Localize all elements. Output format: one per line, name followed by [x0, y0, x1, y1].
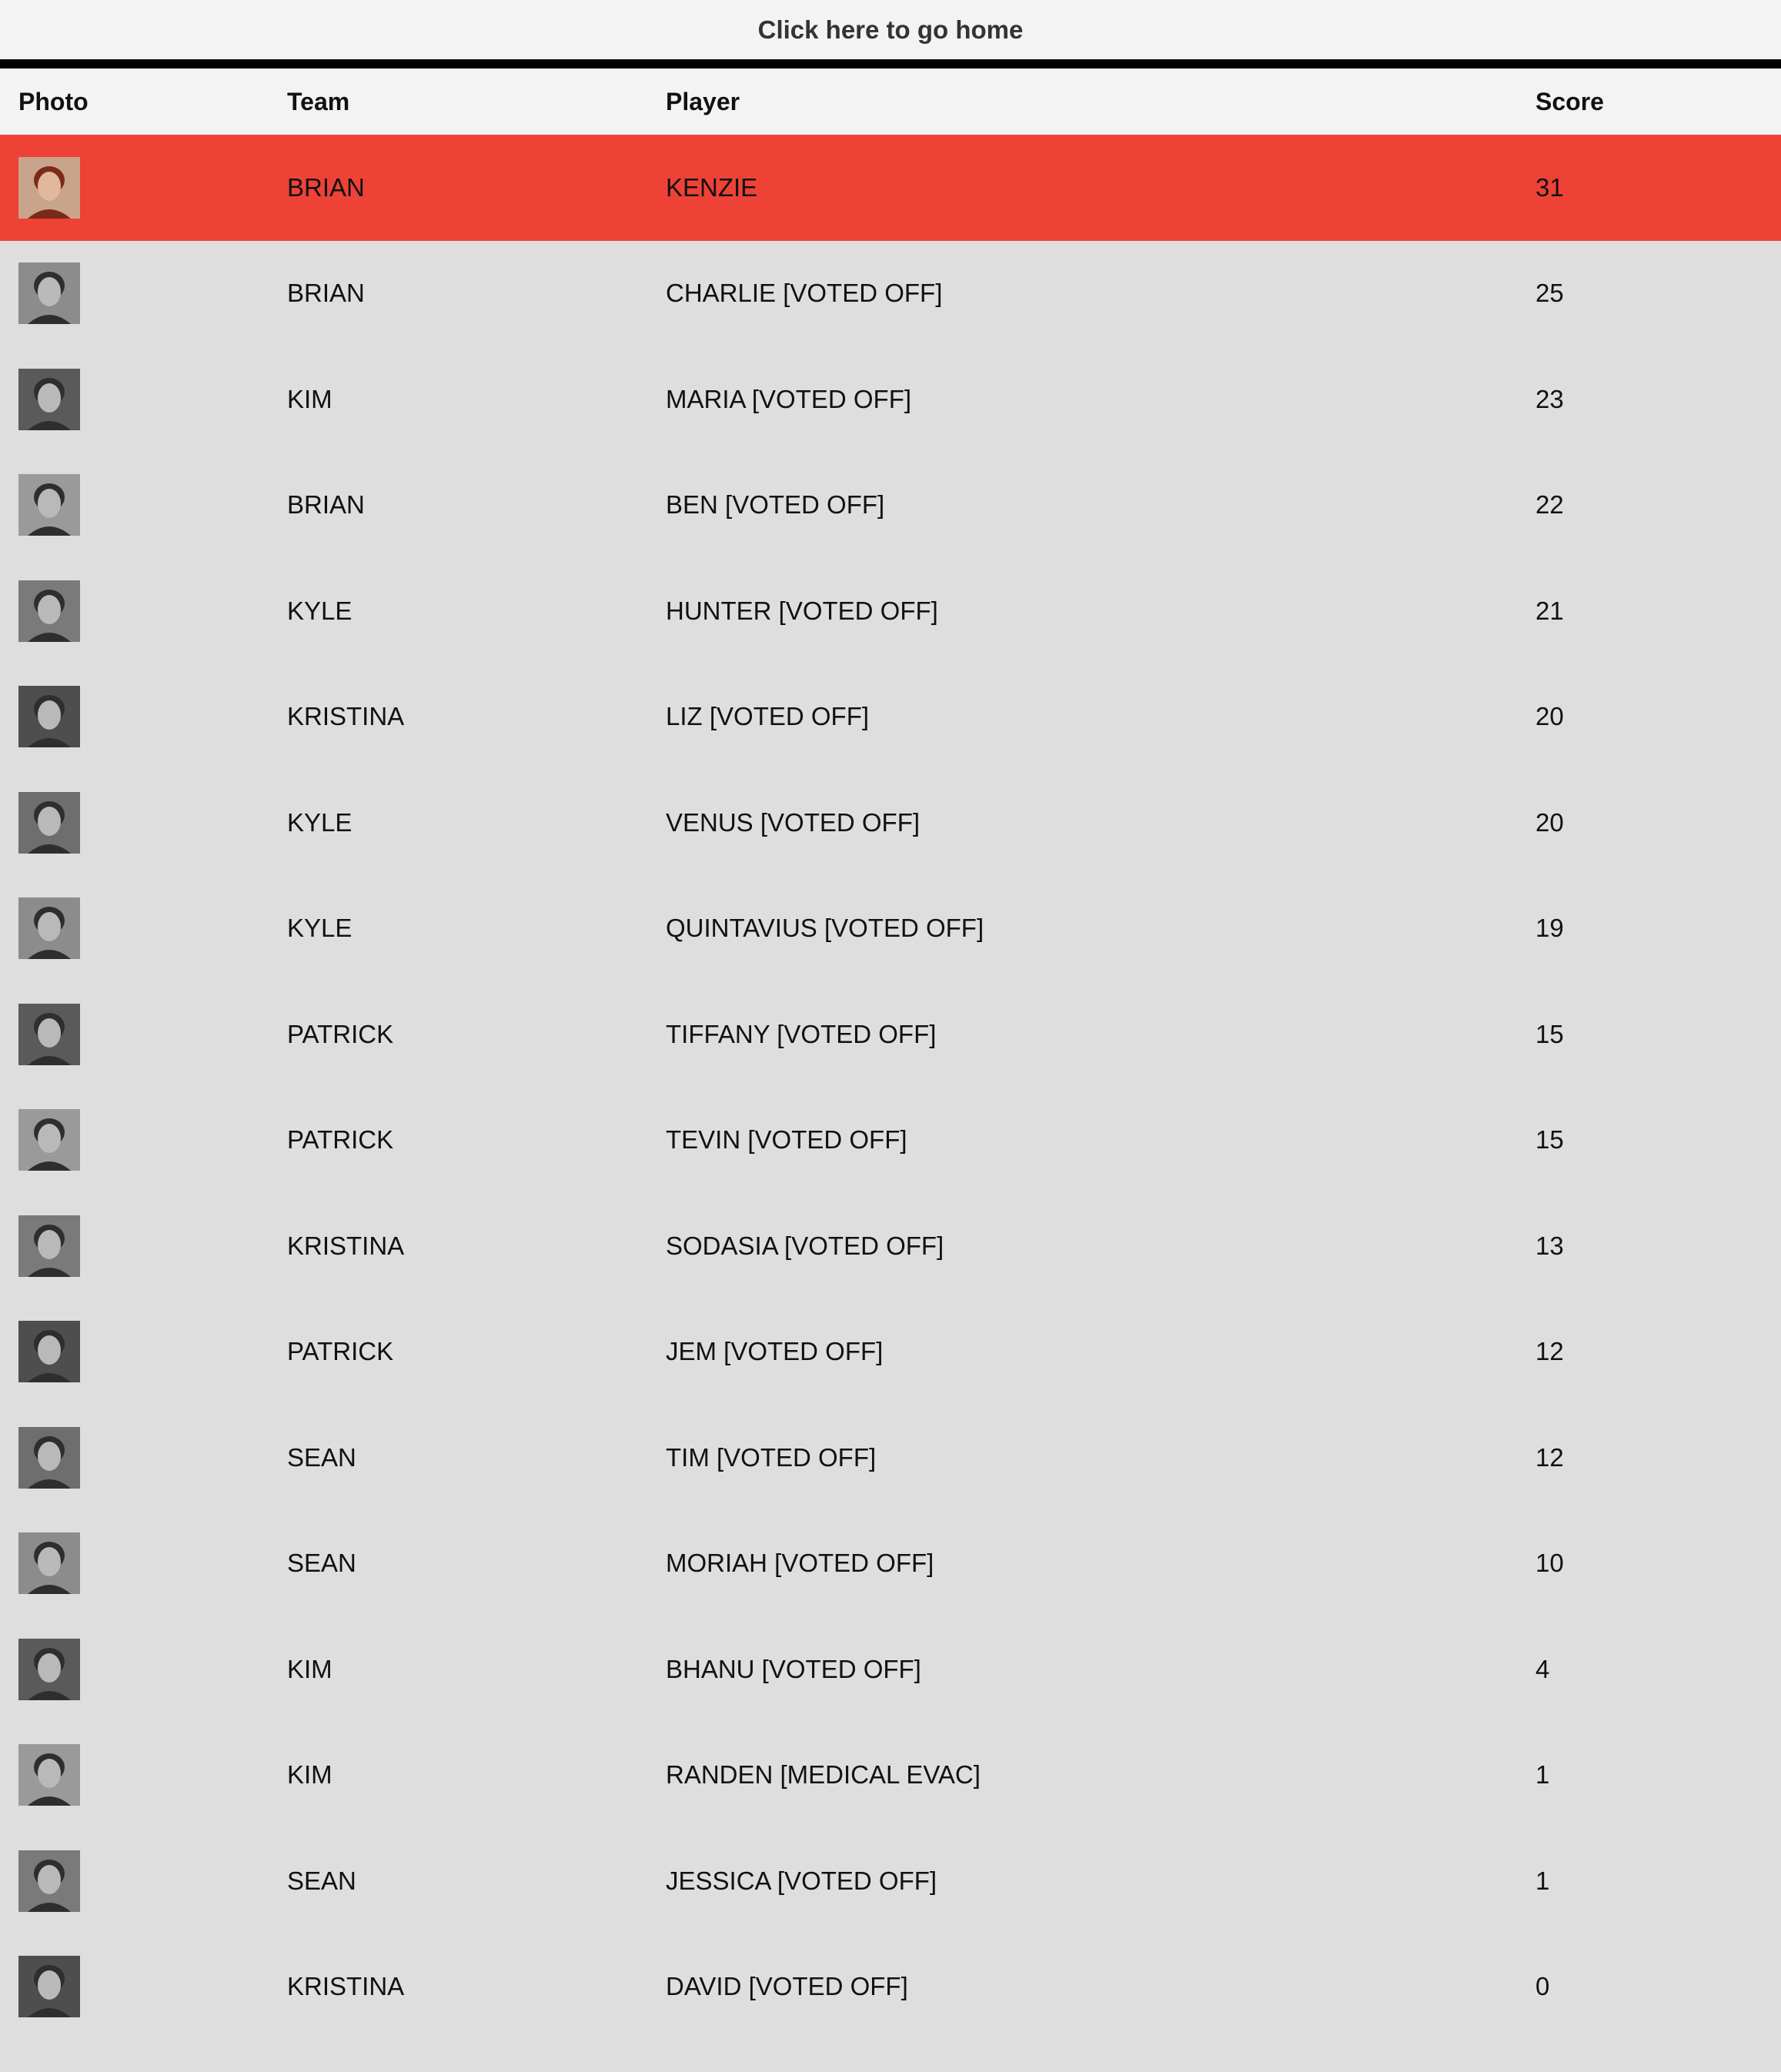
- player-photo: [18, 157, 80, 219]
- player-photo: [18, 1639, 80, 1700]
- table-header-row: [0, 69, 1781, 135]
- photo-cell: [0, 770, 269, 876]
- player-cell: RANDEN [MEDICAL EVAC]: [666, 1760, 981, 1790]
- player-photo: [18, 1744, 80, 1806]
- player-cell: BHANU [VOTED OFF]: [666, 1654, 921, 1683]
- team-cell: KYLE: [287, 914, 353, 943]
- team-cell: KIM: [287, 384, 332, 413]
- photo-cell: [0, 1405, 269, 1511]
- table-row: [0, 558, 1781, 664]
- home-bar: [0, 0, 1781, 69]
- player-cell: BEN [VOTED OFF]: [666, 490, 885, 520]
- score-cell: 15: [1535, 1125, 1564, 1155]
- team-cell: KRISTINA: [287, 1231, 405, 1260]
- photo-cell: [0, 981, 269, 1088]
- player-photo: [18, 1850, 80, 1912]
- photo-cell: [0, 876, 269, 982]
- player-photo: [18, 580, 80, 642]
- team-cell: KIM: [287, 1760, 332, 1790]
- scores-table: [0, 69, 1781, 2040]
- table-row: [0, 135, 1781, 241]
- photo-cell: [0, 346, 269, 453]
- team-cell: PATRICK: [287, 1337, 394, 1366]
- score-cell: 4: [1535, 1654, 1550, 1683]
- team-cell: KIM: [287, 1654, 332, 1683]
- team-cell: BRIAN: [287, 279, 365, 308]
- score-cell: 1: [1535, 1866, 1550, 1895]
- score-cell: 20: [1535, 702, 1564, 731]
- score-cell: 13: [1535, 1231, 1564, 1260]
- table-row: [0, 664, 1781, 770]
- team-cell: SEAN: [287, 1442, 356, 1472]
- photo-cell: [0, 1723, 269, 1829]
- table-row: [0, 876, 1781, 982]
- player-cell: SODASIA [VOTED OFF]: [666, 1231, 944, 1260]
- player-cell: TIM [VOTED OFF]: [666, 1442, 877, 1472]
- player-cell: LIZ [VOTED OFF]: [666, 702, 870, 731]
- score-cell: 0: [1535, 1972, 1550, 2001]
- team-cell: BRIAN: [287, 490, 365, 520]
- team-cell: KYLE: [287, 596, 353, 625]
- player-cell: QUINTAVIUS [VOTED OFF]: [666, 914, 984, 943]
- table-row: [0, 1511, 1781, 1617]
- table-row: [0, 453, 1781, 559]
- player-cell: DAVID [VOTED OFF]: [666, 1972, 908, 2001]
- score-cell: 25: [1535, 279, 1564, 308]
- home-link[interactable]: Click here to go home: [757, 15, 1024, 44]
- photo-cell: [0, 1828, 269, 1934]
- table-row: [0, 981, 1781, 1088]
- score-cell: 15: [1535, 1019, 1564, 1048]
- player-cell: TIFFANY [VOTED OFF]: [666, 1019, 937, 1048]
- table-row: [0, 770, 1781, 876]
- header-score: Score: [1535, 87, 1604, 115]
- player-cell: TEVIN [VOTED OFF]: [666, 1125, 907, 1155]
- photo-cell: [0, 1934, 269, 2040]
- team-cell: KRISTINA: [287, 1972, 405, 2001]
- header-player: Player: [666, 87, 740, 115]
- photo-cell: [0, 664, 269, 770]
- team-cell: PATRICK: [287, 1019, 394, 1048]
- team-cell: SEAN: [287, 1549, 356, 1578]
- player-photo: [18, 262, 80, 324]
- player-cell: CHARLIE [VOTED OFF]: [666, 279, 943, 308]
- table-row: [0, 1723, 1781, 1829]
- player-photo: [18, 1956, 80, 2017]
- team-cell: KRISTINA: [287, 702, 405, 731]
- player-photo: [18, 1321, 80, 1382]
- player-photo: [18, 1427, 80, 1489]
- player-photo: [18, 897, 80, 959]
- table-row: [0, 1299, 1781, 1405]
- table-row: [0, 1934, 1781, 2040]
- score-cell: 19: [1535, 914, 1564, 943]
- photo-cell: [0, 453, 269, 559]
- score-cell: 22: [1535, 490, 1564, 520]
- header-photo: Photo: [18, 87, 89, 115]
- header-team: Team: [287, 87, 350, 115]
- table-row: [0, 1088, 1781, 1194]
- player-cell: HUNTER [VOTED OFF]: [666, 596, 938, 625]
- score-cell: 12: [1535, 1442, 1564, 1472]
- player-cell: JESSICA [VOTED OFF]: [666, 1866, 937, 1895]
- player-photo: [18, 1532, 80, 1594]
- player-cell: KENZIE: [666, 172, 758, 202]
- photo-cell: [0, 1088, 269, 1194]
- photo-cell: [0, 1299, 269, 1405]
- photo-cell: [0, 1193, 269, 1299]
- team-cell: KYLE: [287, 807, 353, 837]
- player-photo: [18, 474, 80, 536]
- score-cell: 12: [1535, 1337, 1564, 1366]
- player-photo: [18, 369, 80, 430]
- table-row: [0, 1616, 1781, 1723]
- player-cell: MARIA [VOTED OFF]: [666, 384, 912, 413]
- player-photo: [18, 1109, 80, 1171]
- player-photo: [18, 1215, 80, 1277]
- table-row: [0, 1405, 1781, 1511]
- player-photo: [18, 1004, 80, 1065]
- photo-cell: [0, 558, 269, 664]
- photo-cell: [0, 241, 269, 347]
- score-cell: 23: [1535, 384, 1564, 413]
- player-photo: [18, 792, 80, 854]
- team-cell: BRIAN: [287, 172, 365, 202]
- player-cell: VENUS [VOTED OFF]: [666, 807, 921, 837]
- photo-cell: [0, 1616, 269, 1723]
- player-cell: MORIAH [VOTED OFF]: [666, 1549, 934, 1578]
- table-row: [0, 1828, 1781, 1934]
- score-cell: 21: [1535, 596, 1564, 625]
- photo-cell: [0, 135, 269, 241]
- player-cell: JEM [VOTED OFF]: [666, 1337, 884, 1366]
- player-photo: [18, 686, 80, 747]
- score-cell: 1: [1535, 1760, 1550, 1790]
- table-row: [0, 1193, 1781, 1299]
- score-cell: 20: [1535, 807, 1564, 837]
- photo-cell: [0, 1511, 269, 1617]
- table-row: [0, 241, 1781, 347]
- table-row: [0, 346, 1781, 453]
- team-cell: PATRICK: [287, 1125, 394, 1155]
- team-cell: SEAN: [287, 1866, 356, 1895]
- score-cell: 31: [1535, 172, 1564, 202]
- score-cell: 10: [1535, 1549, 1564, 1578]
